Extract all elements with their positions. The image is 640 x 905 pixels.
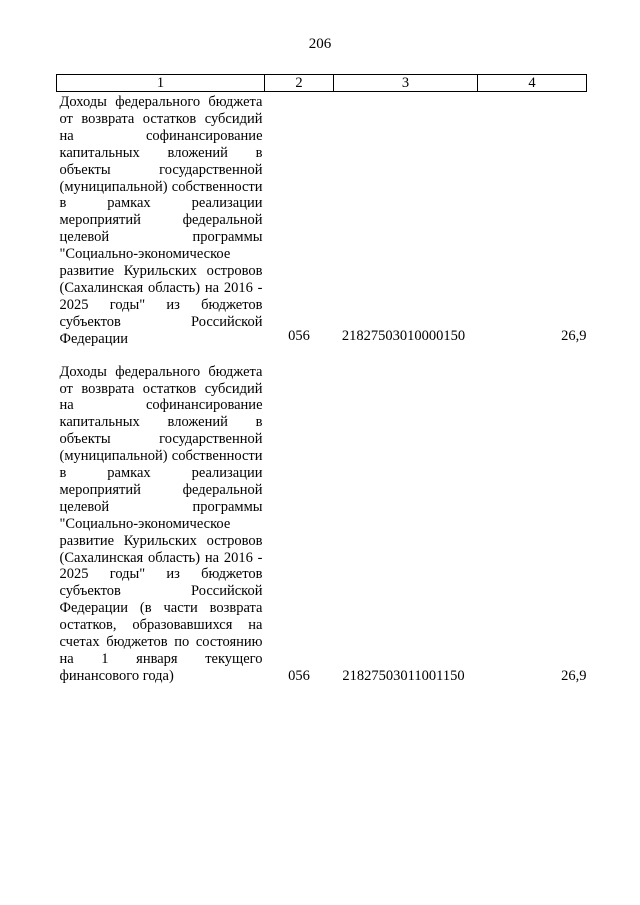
- column-header-2: 2: [265, 75, 334, 92]
- row-description: Доходы федерального бюджета от возврата остатков субсидий на софинансирование капитальных вложений в объекты государственной (муниципальной) собственности в рамках реализации мероприятий федеральной целевой программы "Социально-экономическое развитие Курильских островов (Сахалинская область) на 2016 - 2025 годы" из бюджетов субъектов Российской Федерации (в части возврата остатков, образовавшихся на счетах бюджетов по состоянию на 1 января текущего финансового года): [59, 363, 263, 684]
- row-admin-code: 056: [288, 667, 310, 684]
- row-amount: 26,9: [561, 667, 587, 684]
- column-header-1: 1: [57, 75, 265, 92]
- table-row: [57, 362, 587, 685]
- table-header-row: [57, 75, 587, 92]
- row-admin-code: 056: [288, 327, 310, 344]
- column-header-3: 3: [334, 75, 478, 92]
- row-budget-classification-code: 21827503011001150: [342, 667, 465, 684]
- row-spacer: [57, 348, 587, 362]
- row-description: Доходы федерального бюджета от возврата остатков субсидий на софинансирование капитальных вложений в объекты государственной (муниципальной) собственности в рамках реализации мероприятий федеральной целевой программы "Социально-экономическое развитие Курильских островов (Сахалинская область) на 2016 - 2025 годы" из бюджетов субъектов Российской Федерации: [59, 94, 263, 347]
- column-header-4: 4: [478, 75, 587, 92]
- row-amount: 26,9: [561, 327, 587, 344]
- budget-table: [56, 74, 587, 685]
- row-budget-classification-code: 21827503010000150: [341, 327, 466, 344]
- page-number: 206: [308, 36, 332, 52]
- table-row: [57, 92, 587, 348]
